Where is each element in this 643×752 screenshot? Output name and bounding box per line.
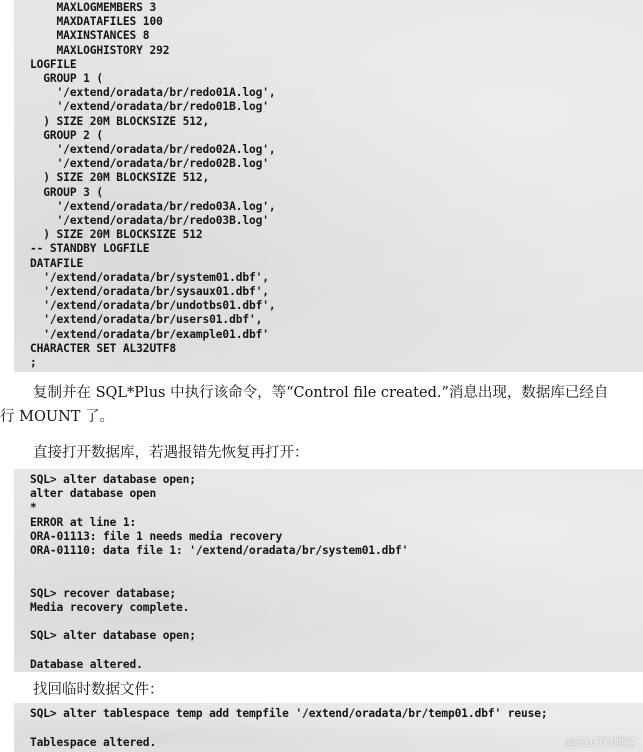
code-line: MAXLOGHISTORY 292 (30, 43, 170, 57)
code-line: '/extend/oradata/br/redo03B.log' (30, 214, 269, 227)
code-line: '/extend/oradata/br/redo03A.log', (30, 199, 276, 213)
code-line: ERROR at line 1: (30, 515, 137, 529)
code-line: MAXDATAFILES 100 (30, 15, 163, 29)
paragraph-line-2: 行 MOUNT 了。 (0, 409, 115, 425)
watermark: @51CTO博客 (564, 736, 635, 749)
code-line: SQL> alter database open; (30, 473, 196, 486)
code-line: LOGFILE (30, 57, 77, 71)
code-line: GROUP 2 ( (30, 128, 103, 142)
code-line: ) SIZE 20M BLOCKSIZE 512 (30, 228, 203, 242)
code-line: Tablespace altered. (30, 736, 157, 749)
code-line: SQL> alter tablespace temp add tempfile '/extend/oradata/br/temp01.dbf' reuse; (30, 707, 548, 720)
code-line: CHARACTER SET AL32UTF8 (30, 341, 176, 355)
code-line: DATAFILE (30, 256, 84, 270)
code-line: '/extend/oradata/br/redo02B.log' (30, 157, 269, 171)
code-line: '/extend/oradata/br/example01.dbf' (30, 327, 269, 341)
code-line: ; (30, 356, 37, 369)
code-block-tempfile (14, 703, 643, 752)
code-line: -- STANDBY LOGFILE (30, 242, 150, 256)
code-line: MAXINSTANCES 8 (30, 29, 150, 43)
code-line: GROUP 3 ( (30, 185, 103, 199)
paragraph-tempfile: 找回临时数据文件： (33, 682, 164, 698)
code-line: '/extend/oradata/br/sysaux01.dbf', (30, 285, 269, 298)
code-line: SQL> alter database open; (30, 629, 196, 643)
code-line: * (30, 501, 37, 515)
code-line: '/extend/oradata/br/redo01A.log', (30, 86, 276, 100)
code-line: ) SIZE 20M BLOCKSIZE 512, (30, 114, 210, 128)
code-line: MAXLOGMEMBERS 3 (30, 1, 157, 14)
code-line: alter database open (30, 487, 157, 501)
code-line: Database altered. (30, 657, 143, 671)
paragraph-open-database: 直接打开数据库，若遇报错先恢复再打开： (33, 445, 309, 461)
code-line: Media recovery complete. (30, 600, 190, 614)
code-line: '/extend/oradata/br/undotbs01.dbf', (30, 299, 276, 313)
paragraph-run-command (0, 383, 609, 427)
code-line: ) SIZE 20M BLOCKSIZE 512, (30, 171, 210, 185)
code-line: '/extend/oradata/br/system01.dbf', (30, 270, 269, 284)
paragraph-line-1: 复制并在 SQL*Plus 中执行该命令，等“Control file created.”消息出现，数据库已经自 (33, 385, 609, 401)
code-line: ORA-01113: file 1 needs media recovery (30, 529, 283, 543)
code-block-open-recover (14, 469, 643, 672)
code-line: SQL> recover database; (30, 586, 176, 600)
code-line: GROUP 1 ( (30, 72, 103, 85)
code-line: '/extend/oradata/br/redo01B.log' (30, 100, 269, 114)
code-line: '/extend/oradata/br/redo02A.log', (30, 143, 276, 156)
code-line: '/extend/oradata/br/users01.dbf', (30, 313, 263, 327)
code-block-controlfile (14, 0, 643, 372)
code-line: ORA-01110: data file 1: '/extend/oradata/br/system01.dbf' (30, 544, 409, 557)
